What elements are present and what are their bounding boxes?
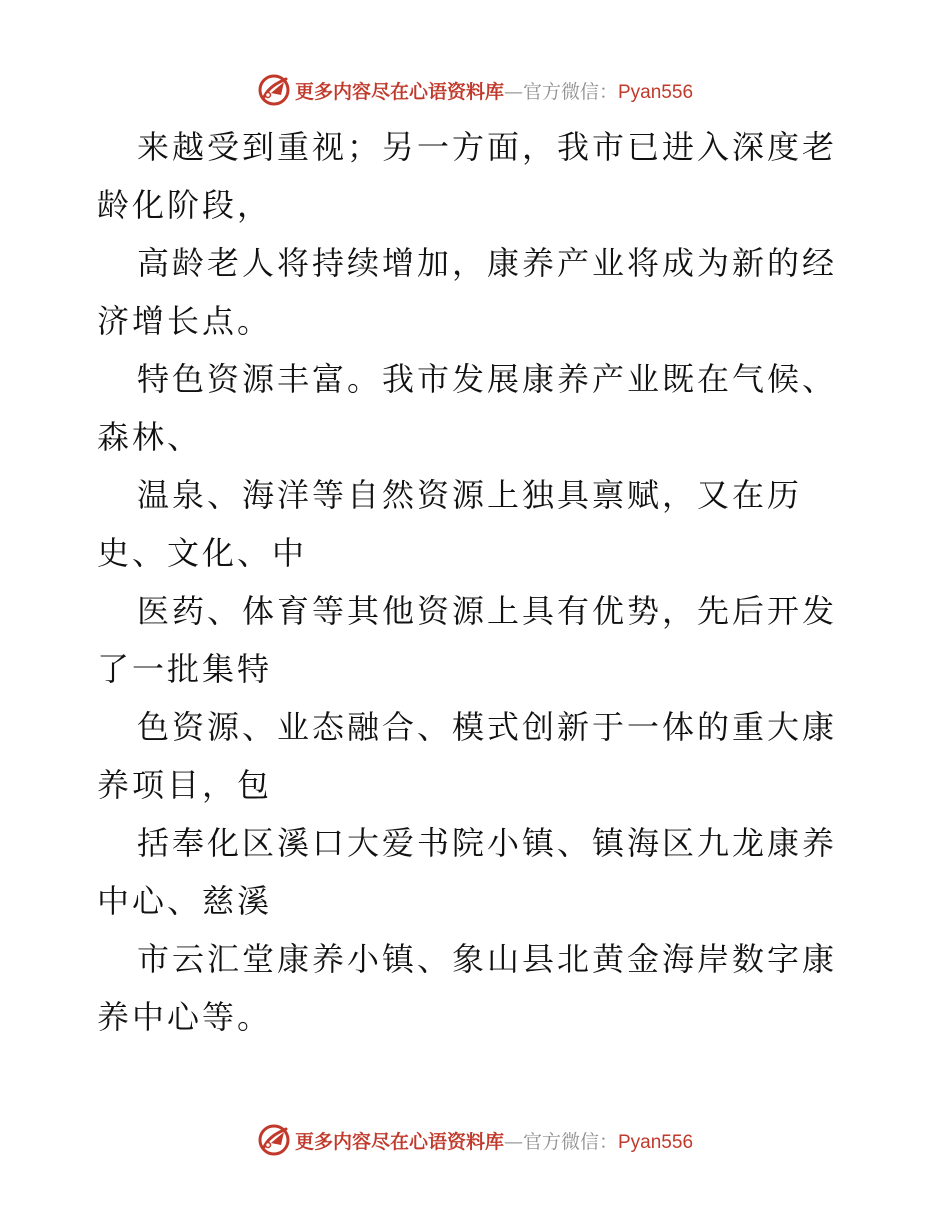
paragraph: 特色资源丰富。我市发展康养产业既在气候、森林、 (97, 360, 838, 456)
footer-wechat-label: 官方微信： (522, 1130, 618, 1153)
header-dash: — (503, 80, 523, 103)
paragraph: 括奉化区溪口大爱书院小镇、镇海区九龙康养中心、慈溪 (97, 824, 838, 920)
document-body (97, 118, 857, 1046)
paragraph: 医药、体育等其他资源上具有优势，先后开发了一批集特 (97, 592, 838, 688)
footer-wechat-id: Pyan556 (618, 1131, 694, 1153)
header-wechat-id: Pyan556 (618, 81, 694, 103)
brush-pen-seal-icon (257, 1123, 291, 1157)
header-wechat-label: 官方微信： (522, 80, 618, 103)
header-main-text: 更多内容尽在心语资料库 (294, 80, 504, 103)
footer-banner (0, 1120, 950, 1160)
paragraph: 温泉、海洋等自然资源上独具禀赋，又在历史、文化、中 (97, 476, 803, 572)
header-text (295, 77, 693, 104)
footer-dash: — (503, 1130, 523, 1153)
paragraph: 高龄老人将持续增加，康养产业将成为新的经济增长点。 (97, 244, 838, 340)
footer-text (295, 1127, 693, 1154)
header-banner (0, 70, 950, 110)
paragraph: 市云汇堂康养小镇、象山县北黄金海岸数字康养中心等。 (97, 940, 838, 1036)
paragraph: 来越受到重视；另一方面，我市已进入深度老龄化阶段， (97, 128, 838, 224)
paragraph: 色资源、业态融合、模式创新于一体的重大康养项目，包 (97, 708, 838, 804)
footer-main-text: 更多内容尽在心语资料库 (294, 1130, 504, 1153)
brush-pen-seal-icon (257, 73, 291, 107)
